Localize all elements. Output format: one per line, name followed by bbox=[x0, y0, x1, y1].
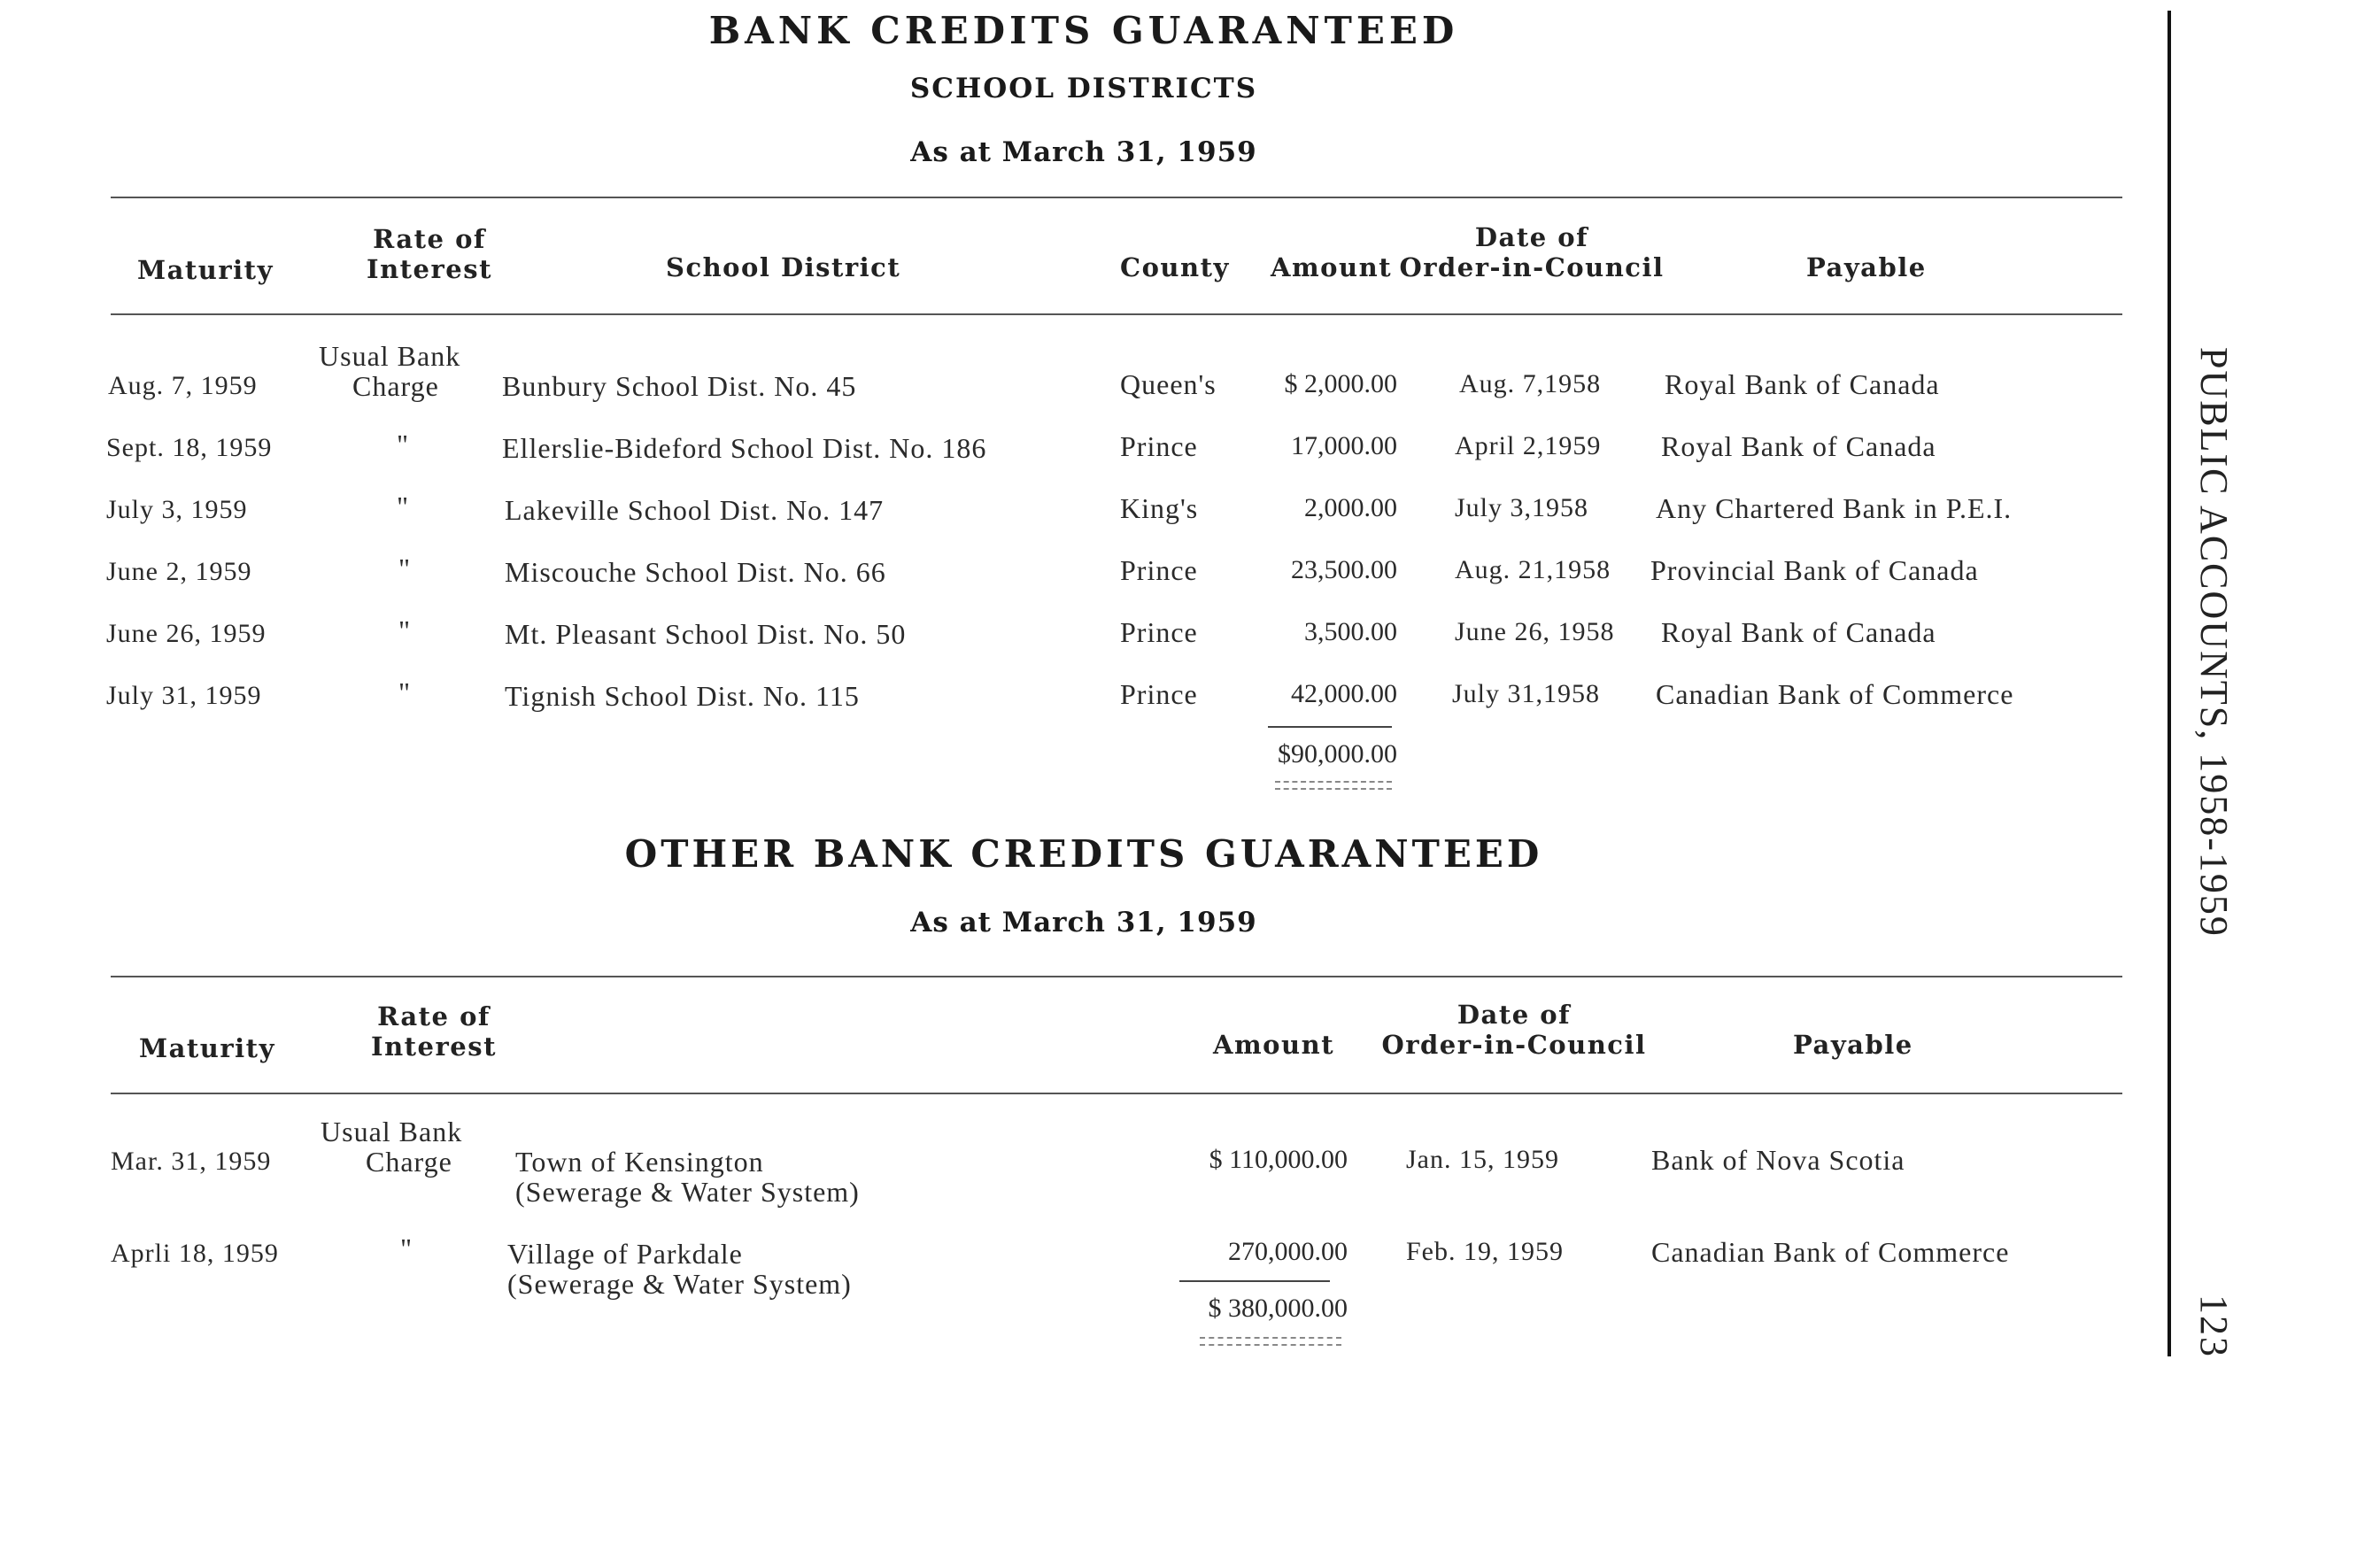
rule-top-1 bbox=[111, 197, 2122, 198]
maturity-cell: July 3, 1959 bbox=[106, 495, 248, 524]
rate-usual-bank: Usual Bank bbox=[321, 1116, 463, 1147]
order-cell: Feb. 19, 1959 bbox=[1406, 1237, 1564, 1266]
header-rate-of: Rate of bbox=[377, 1001, 491, 1031]
header-maturity: Maturity bbox=[139, 1033, 275, 1063]
header-date-of: Date of bbox=[1457, 1000, 1572, 1030]
payable-cell: Royal Bank of Canada bbox=[1665, 368, 1940, 400]
header-county: County bbox=[1120, 252, 1230, 282]
rate-charge: Charge bbox=[352, 370, 439, 402]
maturity-cell: Mar. 31, 1959 bbox=[111, 1147, 272, 1176]
rate-usual-bank: Usual Bank bbox=[319, 340, 461, 372]
district-cell: Mt. Pleasant School Dist. No. 50 bbox=[505, 618, 907, 650]
title-bank-credits-guaranteed: BANK CREDITS GUARANTEED bbox=[708, 9, 1459, 52]
payable-cell: Royal Bank of Canada bbox=[1661, 616, 1936, 648]
order-cell: Aug. 7,1958 bbox=[1459, 369, 1602, 398]
county-cell: Prince bbox=[1120, 678, 1198, 710]
header-amount: Amount bbox=[1271, 252, 1393, 282]
county-cell: Queen's bbox=[1120, 368, 1217, 400]
header-school-district: School District bbox=[666, 252, 901, 282]
name-cell: Town of Kensington bbox=[515, 1146, 764, 1178]
header-order-in-council: Order-in-Council bbox=[1381, 1030, 1647, 1060]
district-cell: Lakeville School Dist. No. 147 bbox=[505, 494, 885, 526]
order-cell: July 3,1958 bbox=[1455, 493, 1589, 522]
as-at-date-1: As at March 31, 1959 bbox=[910, 136, 1257, 168]
as-at-date-2: As at March 31, 1959 bbox=[910, 907, 1257, 939]
table1-total: $90,000.00 bbox=[1278, 739, 1397, 769]
detail-cell: (Sewerage & Water System) bbox=[515, 1176, 860, 1208]
amount-cell: $ 110,000.00 bbox=[1209, 1145, 1348, 1174]
payable-cell: Royal Bank of Canada bbox=[1661, 430, 1936, 462]
county-cell: Prince bbox=[1120, 430, 1198, 462]
rate-ditto-cell: " bbox=[397, 429, 410, 460]
side-title-public-accounts: PUBLIC ACCOUNTS, 1958-1959 bbox=[2192, 347, 2236, 938]
order-cell: June 26, 1958 bbox=[1455, 617, 1615, 646]
table2-total: $ 380,000.00 bbox=[1208, 1294, 1348, 1323]
county-cell: Prince bbox=[1120, 554, 1198, 586]
rule-top-2 bbox=[111, 976, 2122, 977]
payable-cell: Canadian Bank of Commerce bbox=[1651, 1236, 2010, 1268]
rule-total-2 bbox=[1179, 1280, 1330, 1282]
header-maturity: Maturity bbox=[137, 255, 274, 285]
rate-ditto-cell: " bbox=[398, 614, 412, 646]
subtitle-school-districts: SCHOOL DISTRICTS bbox=[909, 73, 1258, 104]
county-cell: Prince bbox=[1120, 616, 1198, 648]
district-cell: Ellerslie-Bideford School Dist. No. 186 bbox=[502, 432, 987, 464]
header-order-in-council: Order-in-Council bbox=[1399, 252, 1665, 282]
header-interest: Interest bbox=[367, 254, 492, 284]
title-other-bank-credits-guaranteed: OTHER BANK CREDITS GUARANTEED bbox=[624, 832, 1543, 876]
rate-ditto-cell: " bbox=[398, 676, 412, 708]
order-cell: July 31,1958 bbox=[1452, 679, 1601, 708]
order-cell: Aug. 21,1958 bbox=[1455, 555, 1611, 584]
page-number: 123 bbox=[2192, 1294, 2236, 1358]
order-cell: April 2,1959 bbox=[1455, 431, 1602, 460]
maturity-cell: Aprli 18, 1959 bbox=[111, 1239, 279, 1268]
amount-cell: 3,500.00 bbox=[1304, 617, 1397, 646]
header-rate-of: Rate of bbox=[373, 224, 486, 254]
payable-cell: Canadian Bank of Commerce bbox=[1656, 678, 2014, 710]
district-cell: Tignish School Dist. No. 115 bbox=[505, 680, 860, 712]
amount-cell: 23,500.00 bbox=[1291, 555, 1397, 584]
county-cell: King's bbox=[1120, 492, 1199, 524]
payable-cell: Any Chartered Bank in P.E.I. bbox=[1656, 492, 2013, 524]
district-cell: Miscouche School Dist. No. 66 bbox=[505, 556, 886, 588]
maturity-cell: June 26, 1959 bbox=[106, 619, 267, 648]
rate-ditto-cell: " bbox=[400, 1232, 413, 1264]
rule-total-1 bbox=[1268, 726, 1392, 728]
amount-cell: 270,000.00 bbox=[1228, 1237, 1348, 1266]
rate-ditto-cell: " bbox=[397, 491, 410, 522]
amount-cell: 42,000.00 bbox=[1291, 679, 1397, 708]
order-cell: Jan. 15, 1959 bbox=[1406, 1145, 1559, 1174]
amount-cell: 2,000.00 bbox=[1304, 493, 1397, 522]
payable-cell: Bank of Nova Scotia bbox=[1651, 1144, 1905, 1176]
maturity-cell: Aug. 7, 1959 bbox=[108, 371, 258, 400]
header-date-of: Date of bbox=[1474, 222, 1589, 252]
detail-cell: (Sewerage & Water System) bbox=[507, 1268, 852, 1300]
maturity-cell: Sept. 18, 1959 bbox=[106, 433, 273, 462]
double-rule-total-2 bbox=[1200, 1337, 1341, 1346]
maturity-cell: July 31, 1959 bbox=[106, 681, 262, 710]
double-rule-total-1 bbox=[1275, 781, 1392, 790]
header-payable: Payable bbox=[1806, 252, 1927, 282]
maturity-cell: June 2, 1959 bbox=[106, 557, 252, 586]
rule-header-2 bbox=[111, 1093, 2122, 1094]
rate-ditto-cell: " bbox=[398, 552, 412, 584]
rule-header-1 bbox=[111, 313, 2122, 315]
payable-cell: Provincial Bank of Canada bbox=[1650, 554, 1979, 586]
rate-charge: Charge bbox=[366, 1146, 452, 1178]
amount-cell: $ 2,000.00 bbox=[1284, 369, 1397, 398]
name-cell: Village of Parkdale bbox=[507, 1238, 743, 1270]
header-interest: Interest bbox=[371, 1031, 497, 1062]
amount-cell: 17,000.00 bbox=[1291, 431, 1397, 460]
district-cell: Bunbury School Dist. No. 45 bbox=[502, 370, 857, 402]
margin-vertical-rule bbox=[2168, 11, 2171, 1356]
header-amount: Amount bbox=[1213, 1030, 1335, 1060]
header-payable: Payable bbox=[1793, 1030, 1913, 1060]
